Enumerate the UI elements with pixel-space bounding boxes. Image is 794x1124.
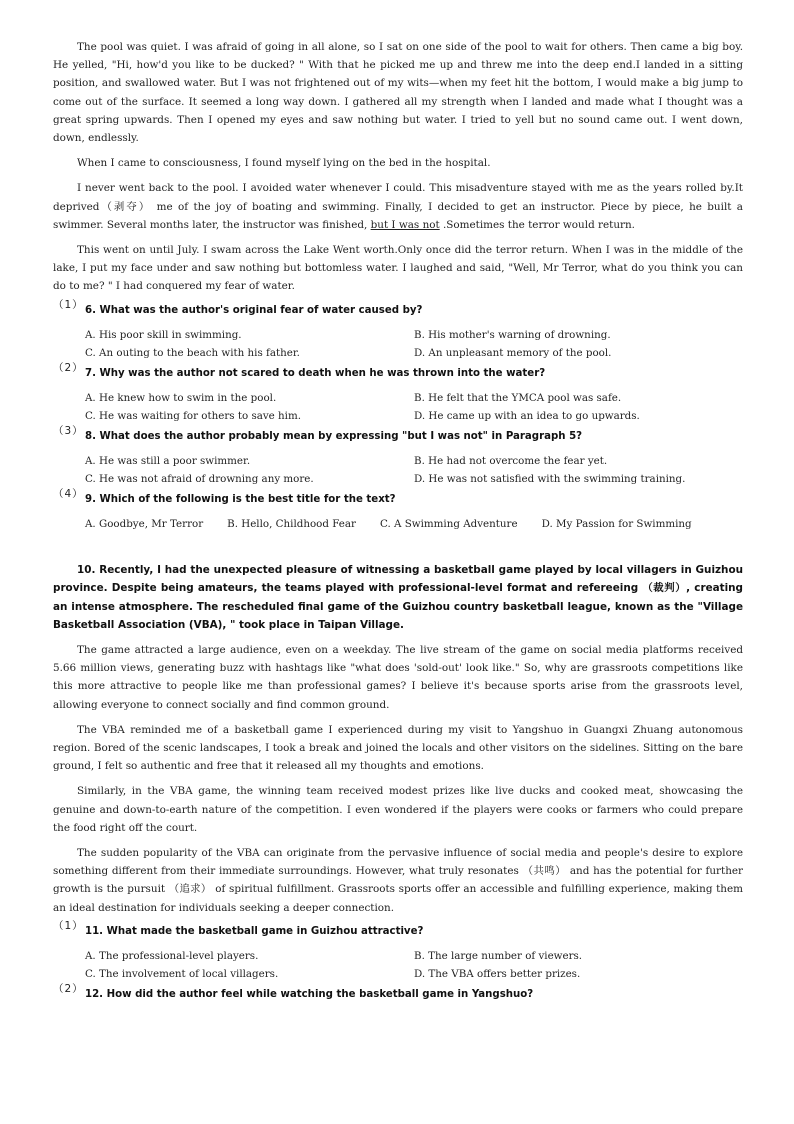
options: [53, 326, 743, 363]
document-page: [53, 38, 743, 1010]
section-gap: [53, 535, 743, 561]
question-12: [53, 982, 743, 1004]
options: [53, 389, 743, 426]
question-text: 7. Why was the author not scared to death when he was thrown into the water?: [85, 367, 546, 379]
options: [53, 947, 743, 984]
question-number: （2）: [53, 361, 84, 374]
question-number: （3）: [53, 424, 84, 437]
option-b[interactable]: B. He had not overcome the fear yet.: [414, 454, 608, 467]
passage2-paragraph-3: The VBA reminded me of a basketball game I experienced during my visit to Yangshuo in Guangxi Zhuang autonomous region. Bored of the scenic landscapes, I took a break and joined the locals and other visitors on the sidelines. Sitting on the bare ground, I felt so authentic and free that it released all my thoughts and emotions.: [53, 723, 743, 773]
passage1-paragraph-3-text-a: I never went back to the pool. I avoided water whenever I could. This misadventure stayed with me as the years rolled by.It deprived（剥夺） me of the joy of boating and swimming. Finally, I decided to get an instructor. Piece by piece, he built a swimmer. Several months later, the instructor was finished,: [53, 182, 743, 231]
option-a[interactable]: A. Goodbye, Mr Terror: [85, 517, 204, 530]
option-b[interactable]: B. His mother's warning of drowning.: [414, 328, 611, 341]
passage1-paragraph-3: [53, 179, 743, 234]
passage1-paragraph-4: This went on until July. I swam across the Lake Went worth.Only once did the terror return. When I was in the middle of the lake, I put my face under and saw nothing but bottomless water. I laughed and said, "Well, Mr Terror, what do you think you can do to me? " I had conquered my fear of water.: [53, 244, 743, 293]
question-text: 12. How did the author feel while watching the basketball game in Yangshuo?: [85, 988, 534, 1000]
question-number: （1）: [53, 298, 84, 311]
options: [53, 515, 743, 534]
question-11: [53, 919, 743, 984]
option-c[interactable]: C. The involvement of local villagers.: [85, 968, 279, 981]
option-c[interactable]: C. A Swimming Adventure: [379, 517, 518, 530]
question-text: 8. What does the author probably mean by expressing "but I was not" in Paragraph 5?: [85, 430, 583, 442]
underlined-phrase: but I was not: [370, 218, 440, 231]
question-7: [53, 361, 743, 426]
option-c[interactable]: C. An outing to the beach with his father.: [85, 347, 300, 360]
option-a[interactable]: A. His poor skill in swimming.: [85, 328, 242, 341]
question-number: （2）: [53, 982, 84, 995]
passage2-paragraph-4: Similarly, in the VBA game, the winning team received modest prizes like live ducks and cooked meat, showcasing the genuine and down-to-earth nature of the competition. I even wondered if the players were cooks or farmers who could prepare the food right off the court.: [53, 785, 743, 834]
passage2-paragraph-2: The game attracted a large audience, even on a weekday. The live stream of the game on social media platforms received 5.66 million views, generating buzz with hashtags like "what does 'sold-out' look like." So, why are grassroots competitions like this more attractive to people like me than professional games? I believe it's because sports arise from the grassroots level, allowing everyone to connect socially and find common ground.: [53, 643, 743, 711]
passage1-paragraph-3-text-b: .Sometimes the terror would return.: [439, 218, 635, 231]
option-d[interactable]: D. He came up with an idea to go upwards.: [414, 410, 640, 423]
option-b[interactable]: B. The large number of viewers.: [414, 949, 583, 962]
passage2-paragraph-1: 10. Recently, I had the unexpected pleasure of witnessing a basketball game played by local villagers in Guizhou province. Despite being amateurs, the teams played with professional-level format and refereeing （裁判）, creating an intense atmosphere. The rescheduled final game of the Guizhou country basketball league, known as the "Village Basketball Association (VBA), " took place in Taipan Village.: [53, 564, 743, 631]
question-9: [53, 487, 743, 534]
passage1-paragraph-1: The pool was quiet. I was afraid of going in all alone, so I sat on one side of the pool to wait for others. Then came a big boy. He yelled, "Hi, how'd you like to be ducked? " With that he picked me up and threw me into the deep end.I landed in a sitting position, and swallowed water. But I was not frightened out of my wits—when my feet hit the bottom, I would make a big jump to come out of the surface. It seemed a long way down. I gathered all my strength when I landed and made what I thought was a great spring upwards. Then I opened my eyes and saw nothing but water. I tried to yell but no sound came out. I went down, down, endlessly.: [53, 41, 743, 145]
option-b[interactable]: B. Hello, Childhood Fear: [227, 517, 356, 530]
question-text: 6. What was the author's original fear of water caused by?: [85, 304, 423, 316]
options: [53, 452, 743, 489]
question-number: （4）: [53, 487, 84, 500]
option-b[interactable]: B. He felt that the YMCA pool was safe.: [414, 391, 622, 404]
question-text: 9. Which of the following is the best title for the text?: [85, 493, 396, 505]
option-d[interactable]: D. An unpleasant memory of the pool.: [414, 347, 612, 360]
option-a[interactable]: A. The professional-level players.: [85, 949, 259, 962]
passage2-paragraph-5: The sudden popularity of the VBA can originate from the pervasive influence of social media and people's desire to explore something different from their immediate surroundings. However, what truly resonates （共鸣） and has the potential for further growth is the pursuit （追求） of spiritual fulfillment. Grassroots sports offer an accessible and fulfilling experience, making them an ideal destination for individuals seeking a deeper connection.: [53, 846, 743, 914]
option-a[interactable]: A. He was still a poor swimmer.: [85, 454, 251, 467]
option-d[interactable]: D. My Passion for Swimming: [541, 517, 692, 530]
question-number: （1）: [53, 919, 84, 932]
question-6: [53, 298, 743, 363]
option-d[interactable]: D. The VBA offers better prizes.: [414, 968, 581, 981]
option-c[interactable]: C. He was waiting for others to save him.: [85, 410, 302, 423]
option-d[interactable]: D. He was not satisfied with the swimming training.: [414, 473, 686, 486]
option-a[interactable]: A. He knew how to swim in the pool.: [85, 391, 277, 404]
passage1-paragraph-2: When I came to consciousness, I found myself lying on the bed in the hospital.: [77, 157, 491, 170]
question-8: [53, 424, 743, 489]
question-text: 11. What made the basketball game in Guizhou attractive?: [85, 925, 424, 937]
option-c[interactable]: C. He was not afraid of drowning any more.: [85, 473, 314, 486]
